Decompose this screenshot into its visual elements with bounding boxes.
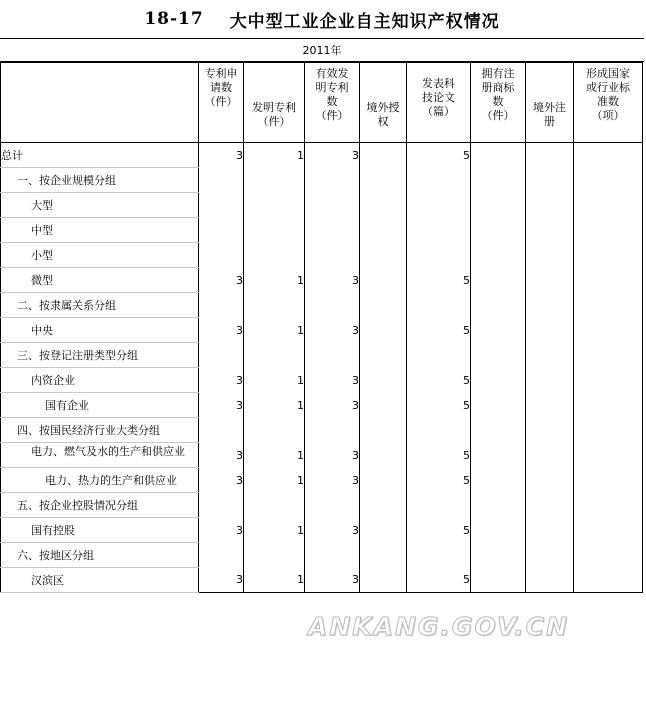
table-cell <box>526 468 574 493</box>
table-cell <box>199 243 244 268</box>
table-cell <box>360 343 407 368</box>
table-cell <box>360 243 407 268</box>
table-cell <box>471 393 526 418</box>
row-label: 汉滨区 <box>1 568 199 593</box>
table-cell <box>471 418 526 443</box>
table-cell <box>471 443 526 468</box>
table-row <box>1 468 643 493</box>
table-cell <box>360 168 407 193</box>
table-cell <box>574 418 643 443</box>
table-cell <box>574 243 643 268</box>
header-line: （件） <box>481 109 515 122</box>
table-cell <box>360 568 407 593</box>
header-line: 发表科 <box>422 77 455 90</box>
table-cell: 3 <box>305 518 360 543</box>
table-cell <box>360 293 407 318</box>
table-row <box>1 418 643 443</box>
table-cell <box>574 393 643 418</box>
table-cell <box>526 493 574 518</box>
header-line: 权 <box>377 115 389 128</box>
table-cell <box>360 493 407 518</box>
table-cell: 3 <box>199 318 244 343</box>
table-cell <box>526 143 574 168</box>
header-line: 明专利 <box>315 81 349 94</box>
header-papers <box>407 63 471 143</box>
table-cell: 1 <box>244 393 305 418</box>
table-row <box>1 343 643 368</box>
table-cell <box>471 568 526 593</box>
table-cell <box>244 168 305 193</box>
watermark: ANKANG.GOV.CN <box>308 612 570 641</box>
table-cell: 5 <box>407 318 471 343</box>
table-row <box>1 493 643 518</box>
table-cell <box>244 193 305 218</box>
header-line: 册商标 <box>481 81 515 94</box>
table-cell <box>305 218 360 243</box>
header-line: 境外授 <box>366 101 400 114</box>
table-cell <box>574 168 643 193</box>
table-cell <box>574 493 643 518</box>
table-cell <box>574 293 643 318</box>
table-cell: 5 <box>407 368 471 393</box>
table-title-text: 大中型工业企业自主知识产权情况 <box>229 11 500 32</box>
table-cell <box>526 418 574 443</box>
row-label: 六、按地区分组 <box>1 543 199 568</box>
table-cell <box>574 318 643 343</box>
table-row <box>1 393 643 418</box>
table-cell <box>471 368 526 393</box>
table-cell: 3 <box>199 518 244 543</box>
header-overseas-registered <box>526 63 574 143</box>
header-line: 技论文 <box>422 91 455 104</box>
table-cell <box>244 293 305 318</box>
table-cell <box>574 218 643 243</box>
table-cell <box>574 368 643 393</box>
table-cell <box>360 543 407 568</box>
row-label: 国有控股 <box>1 518 199 543</box>
header-patent-applications <box>199 63 244 143</box>
table-cell <box>526 343 574 368</box>
table-cell: 3 <box>199 568 244 593</box>
row-label: 电力、热力的生产和供应业 <box>1 468 199 493</box>
header-line: （件） <box>257 115 291 128</box>
row-label: 中型 <box>1 218 199 243</box>
table-cell <box>526 318 574 343</box>
table-cell: 5 <box>407 468 471 493</box>
table-cell <box>574 568 643 593</box>
table-cell <box>407 243 471 268</box>
table-row <box>1 518 643 543</box>
table-cell <box>407 543 471 568</box>
table-title <box>0 0 644 39</box>
header-standards <box>574 63 643 143</box>
table-cell <box>471 518 526 543</box>
table-cell: 5 <box>407 568 471 593</box>
table-cell <box>407 293 471 318</box>
header-line: （件） <box>204 95 238 108</box>
table-cell <box>360 218 407 243</box>
table-cell <box>574 143 643 168</box>
table-cell <box>574 193 643 218</box>
table-cell <box>526 518 574 543</box>
table-cell <box>199 193 244 218</box>
table-cell: 3 <box>305 268 360 293</box>
header-line: （篇） <box>422 105 455 118</box>
table-cell <box>199 418 244 443</box>
table-cell <box>471 493 526 518</box>
table-row <box>1 568 643 593</box>
table-cell <box>471 343 526 368</box>
table-cell <box>244 343 305 368</box>
table-cell <box>360 418 407 443</box>
table-cell <box>526 443 574 468</box>
header-invention-patents <box>244 63 305 143</box>
table-cell <box>305 193 360 218</box>
table-row <box>1 443 643 468</box>
table-cell <box>471 468 526 493</box>
row-label: 四、按国民经济行业大类分组 <box>1 418 199 443</box>
table-cell <box>471 168 526 193</box>
row-label: 微型 <box>1 268 199 293</box>
row-label: 国有企业 <box>1 393 199 418</box>
table-cell <box>305 493 360 518</box>
table-cell: 3 <box>305 568 360 593</box>
table-cell: 3 <box>305 468 360 493</box>
header-line: 数 <box>326 95 338 108</box>
row-label: 中央 <box>1 318 199 343</box>
table-cell <box>244 418 305 443</box>
table-cell <box>360 468 407 493</box>
table-cell <box>407 418 471 443</box>
table-cell <box>526 393 574 418</box>
header-line: （项） <box>591 109 625 122</box>
table-cell <box>199 343 244 368</box>
table-cell: 5 <box>407 268 471 293</box>
table-cell <box>526 243 574 268</box>
table-cell <box>199 168 244 193</box>
table-cell <box>526 368 574 393</box>
table-cell <box>360 443 407 468</box>
table-cell <box>305 543 360 568</box>
table-cell <box>407 218 471 243</box>
table-cell: 3 <box>199 268 244 293</box>
header-line: 有效发 <box>315 67 349 80</box>
row-label: 二、按隶属关系分组 <box>1 293 199 318</box>
header-row <box>1 63 643 143</box>
table-cell: 1 <box>244 143 305 168</box>
table-cell: 3 <box>199 468 244 493</box>
table-cell <box>360 318 407 343</box>
table-cell <box>305 168 360 193</box>
header-trademarks <box>471 63 526 143</box>
table-row <box>1 293 643 318</box>
table-cell <box>199 543 244 568</box>
table-cell: 1 <box>244 318 305 343</box>
table-cell <box>360 193 407 218</box>
table-cell <box>574 468 643 493</box>
header-line: 拥有注 <box>481 67 515 80</box>
table-cell <box>244 543 305 568</box>
header-line: 或行业标 <box>586 81 630 94</box>
row-label-text: 电力、燃气及水的生产和供应业 <box>31 445 185 458</box>
table-cell <box>471 143 526 168</box>
table-cell <box>305 293 360 318</box>
table-cell: 3 <box>305 368 360 393</box>
row-label: 内资企业 <box>1 368 199 393</box>
table-cell <box>526 168 574 193</box>
table-cell <box>526 293 574 318</box>
header-line: 发明专利 <box>252 101 296 114</box>
row-label: 五、按企业控股情况分组 <box>1 493 199 518</box>
header-line: 数 <box>492 95 504 108</box>
table-row <box>1 193 643 218</box>
row-label <box>1 443 199 468</box>
table-cell <box>471 243 526 268</box>
table-cell <box>199 493 244 518</box>
table-cell: 3 <box>199 368 244 393</box>
header-blank <box>1 63 199 143</box>
header-line: 形成国家 <box>586 67 630 80</box>
row-label: 三、按登记注册类型分组 <box>1 343 199 368</box>
table-row <box>1 143 643 168</box>
table-cell <box>407 193 471 218</box>
row-label: 小型 <box>1 243 199 268</box>
table-cell <box>244 218 305 243</box>
header-overseas-granted <box>360 63 407 143</box>
table-cell: 3 <box>305 443 360 468</box>
header-line: 册 <box>544 115 555 128</box>
year-label: 2011年 <box>0 39 644 62</box>
table-cell <box>526 268 574 293</box>
table-cell <box>574 518 643 543</box>
header-line: 请数 <box>210 81 232 94</box>
table-cell <box>574 268 643 293</box>
table-row <box>1 168 643 193</box>
table-cell <box>407 493 471 518</box>
table-cell: 3 <box>199 393 244 418</box>
table-cell <box>471 268 526 293</box>
table-cell: 5 <box>407 443 471 468</box>
table-cell <box>305 243 360 268</box>
table-row <box>1 243 643 268</box>
row-label: 总计 <box>1 143 199 168</box>
table-cell <box>526 543 574 568</box>
table-cell <box>526 218 574 243</box>
table-cell <box>360 518 407 543</box>
table-cell <box>471 543 526 568</box>
table-cell: 1 <box>244 468 305 493</box>
table-cell <box>471 193 526 218</box>
table-cell <box>244 493 305 518</box>
table-row <box>1 318 643 343</box>
header-line: （件） <box>315 109 349 122</box>
header-line: 准数 <box>597 95 619 108</box>
table-row <box>1 218 643 243</box>
table-cell: 1 <box>244 518 305 543</box>
table-row <box>1 543 643 568</box>
table-cell <box>360 268 407 293</box>
table-cell <box>305 343 360 368</box>
data-table <box>0 62 643 593</box>
header-valid-invention-patents <box>305 63 360 143</box>
table-cell <box>574 543 643 568</box>
table-cell <box>526 193 574 218</box>
table-cell: 3 <box>305 318 360 343</box>
table-cell: 1 <box>244 443 305 468</box>
table-cell: 1 <box>244 568 305 593</box>
table-cell <box>360 368 407 393</box>
table-cell: 1 <box>244 268 305 293</box>
table-cell: 1 <box>244 368 305 393</box>
table-row <box>1 268 643 293</box>
table-cell <box>526 568 574 593</box>
table-cell <box>360 393 407 418</box>
row-label: 大型 <box>1 193 199 218</box>
table-cell: 3 <box>305 143 360 168</box>
table-cell <box>471 318 526 343</box>
table-cell <box>244 243 305 268</box>
table-cell <box>305 418 360 443</box>
row-label: 一、按企业规模分组 <box>1 168 199 193</box>
table-cell <box>199 218 244 243</box>
table-cell: 5 <box>407 518 471 543</box>
table-cell: 5 <box>407 143 471 168</box>
table-cell: 5 <box>407 393 471 418</box>
table-cell: 3 <box>199 443 244 468</box>
header-line: 境外注 <box>533 101 566 114</box>
header-line: 专利申 <box>204 67 238 80</box>
table-cell <box>471 293 526 318</box>
table-cell <box>360 143 407 168</box>
table-cell <box>407 168 471 193</box>
table-cell: 3 <box>199 143 244 168</box>
table-cell: 3 <box>305 393 360 418</box>
table-number: 18-17 <box>144 9 204 29</box>
table-cell <box>574 443 643 468</box>
table-cell <box>199 293 244 318</box>
table-row <box>1 368 643 393</box>
table-cell <box>407 343 471 368</box>
table-cell <box>574 343 643 368</box>
table-cell <box>471 218 526 243</box>
